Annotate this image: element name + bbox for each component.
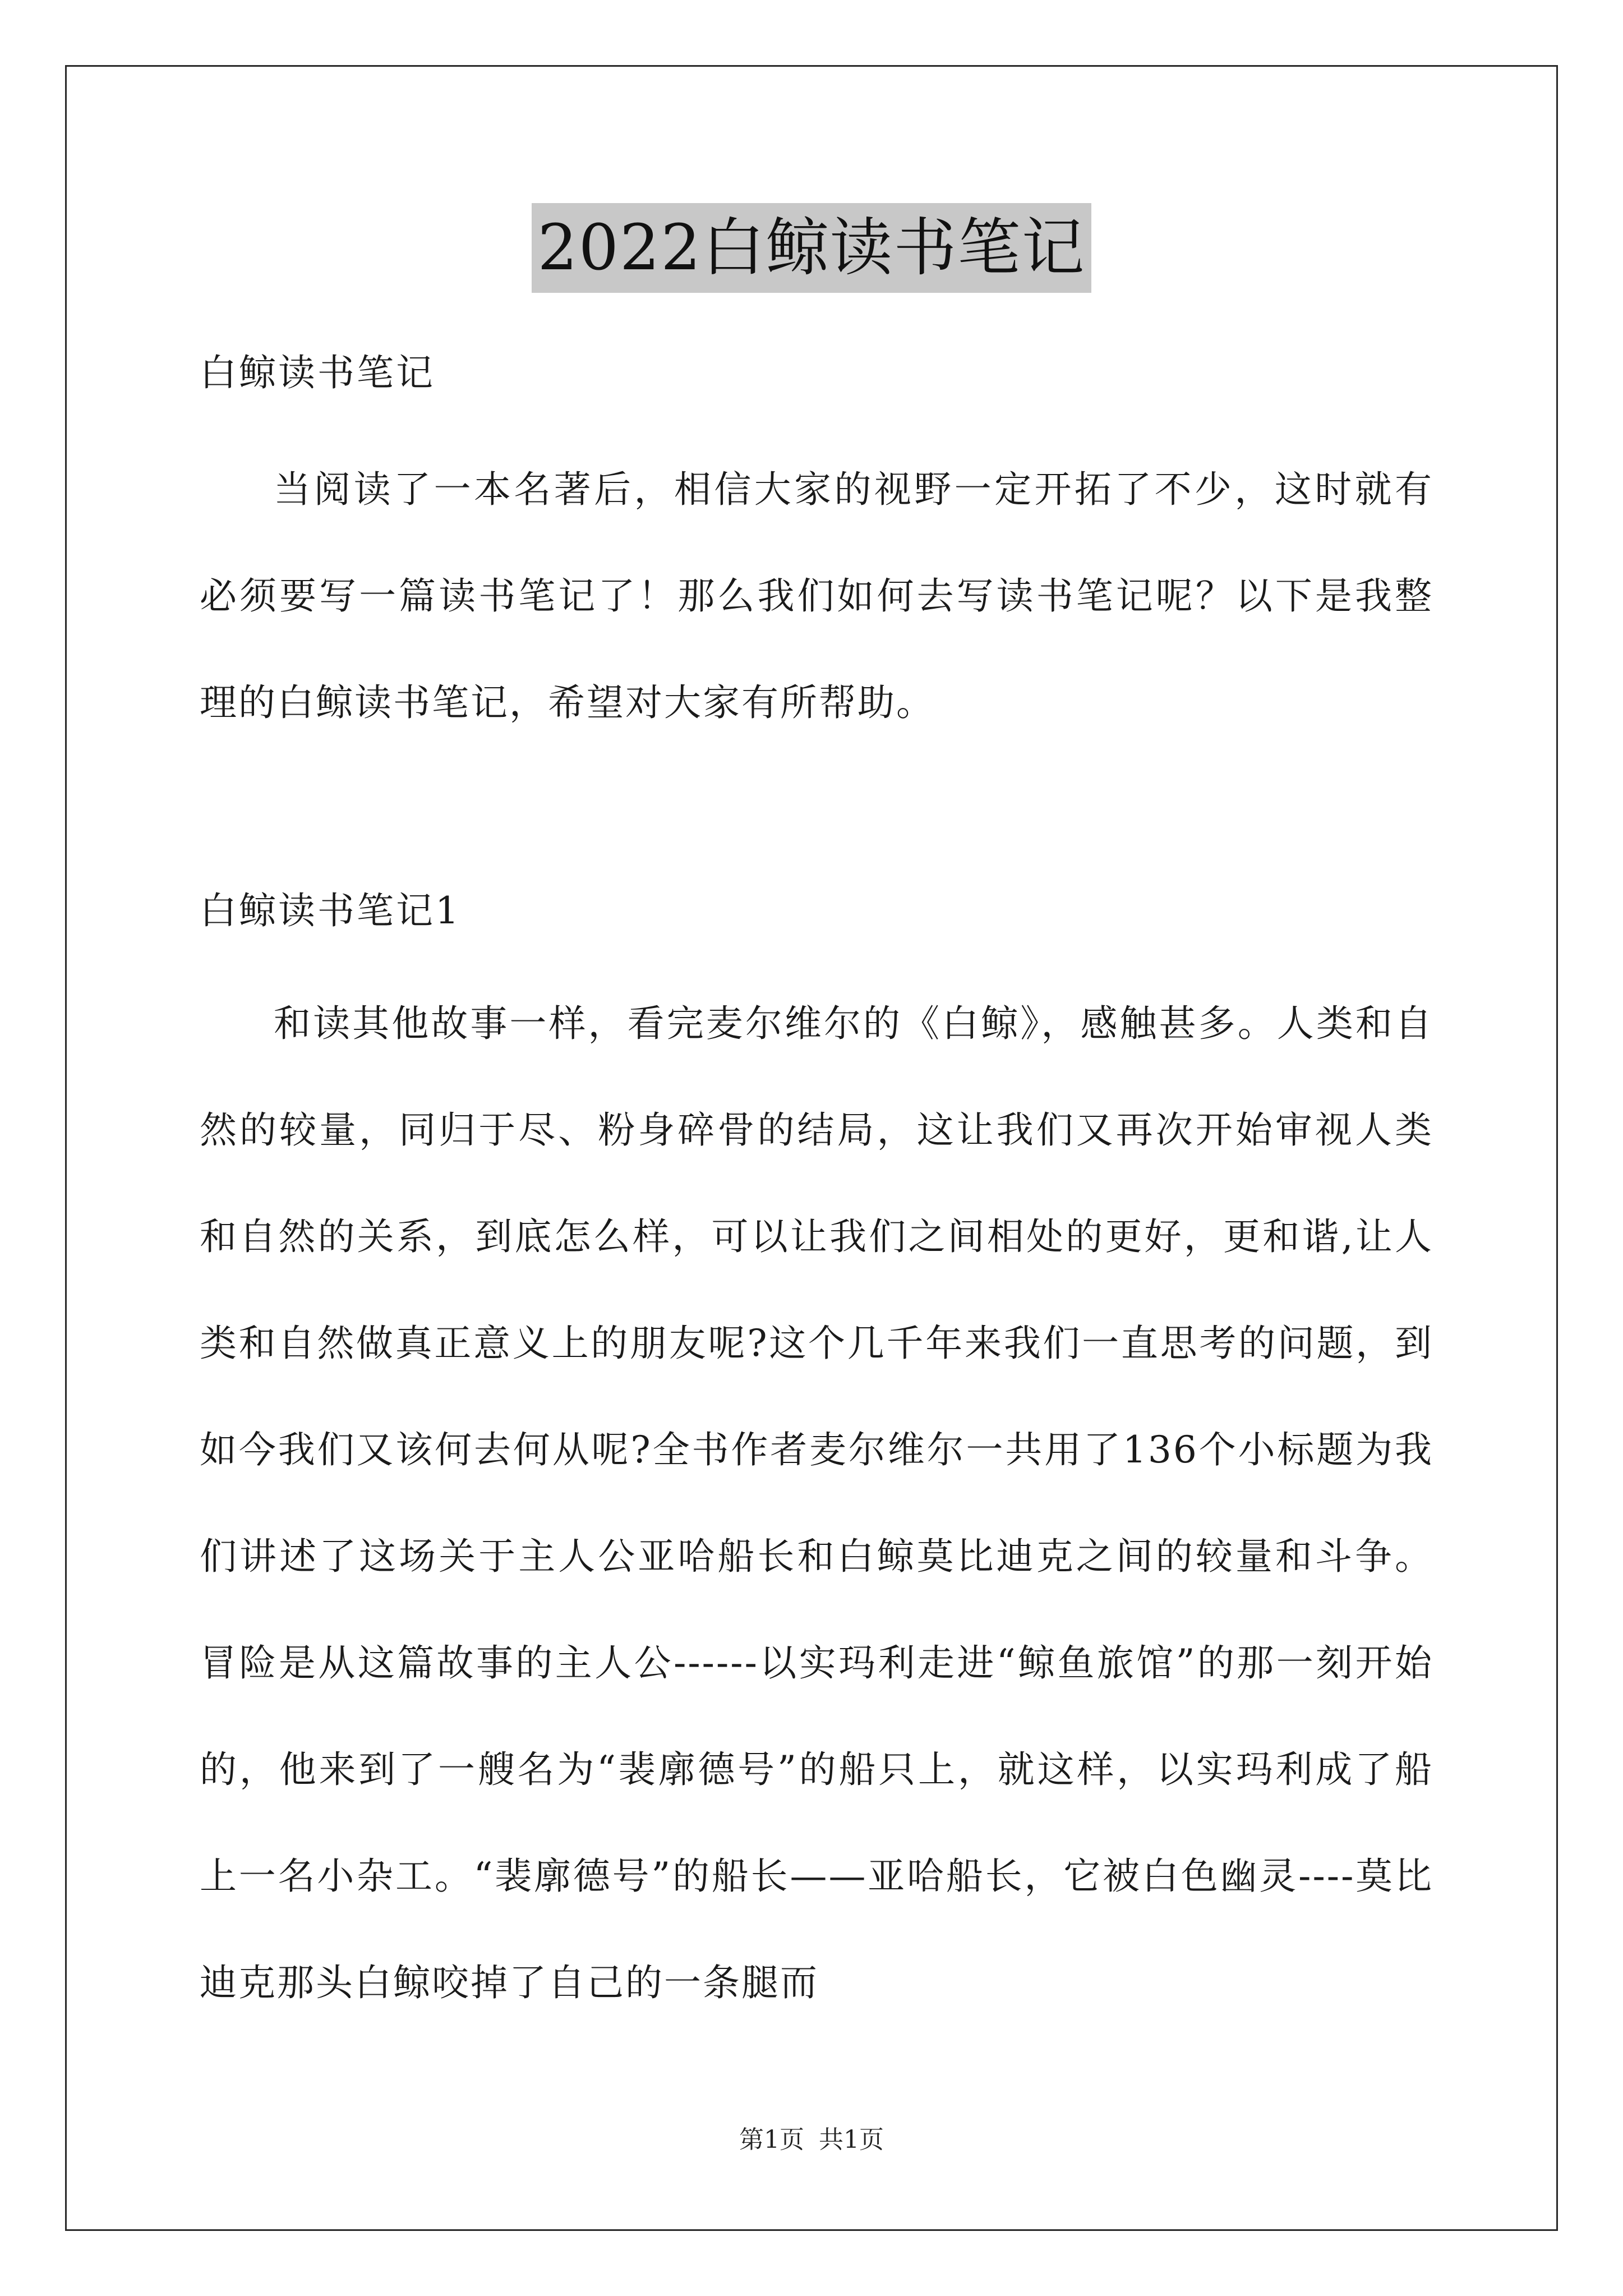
subtitle-block [200,348,1433,398]
page-total-label: 共1页 [819,2125,884,2154]
page-footer [0,2123,1623,2157]
intro-block [200,436,1433,756]
intro-paragraph: 当阅读了一本名著后，相信大家的视野一定开拓了不少，这时就有必须要写一篇读书笔记了！那么我们如何去写读书笔记呢？以下是我整理的白鲸读书笔记，希望对大家有所帮助。 [200,468,1433,724]
document-subtitle: 白鲸读书笔记 [200,351,435,394]
page-number-label: 第1页 [739,2125,804,2154]
section1-body-block [200,970,1433,2036]
document-title: 2022白鲸读书笔记 [532,203,1091,293]
section1-paragraph: 和读其他故事一样，看完麦尔维尔的《白鲸》，感触甚多。人类和自然的较量，同归于尽、粉身碎骨的结局，这让我们又再次开始审视人类和自然的关系，到底怎么样，可以让我们之间相处的更好，更和谐,让人类和自然做真正意义上的朋友呢?这个几千年来我们一直思考的问题，到如今我们又该何去何从呢?全书作者麦尔维尔一共用了136个小标题为我们讲述了这场关于主人公亚哈船长和白鲸莫比迪克之间的较量和斗争。冒险是从这篇故事的主人公------以实玛利走进“鲸鱼旅馆”的那一刻开始的，他来到了一艘名为“裴廓德号”的船只上，就这样，以实玛利成了船上一名小杂工。“裴廓德号”的船长——亚哈船长，它被白色幽灵----莫比迪克那头白鲸咬掉了自己的一条腿而 [200,1002,1433,2004]
section1-heading-block [200,886,1433,936]
section1-heading: 白鲸读书笔记1 [200,889,461,932]
title-container [0,203,1623,293]
